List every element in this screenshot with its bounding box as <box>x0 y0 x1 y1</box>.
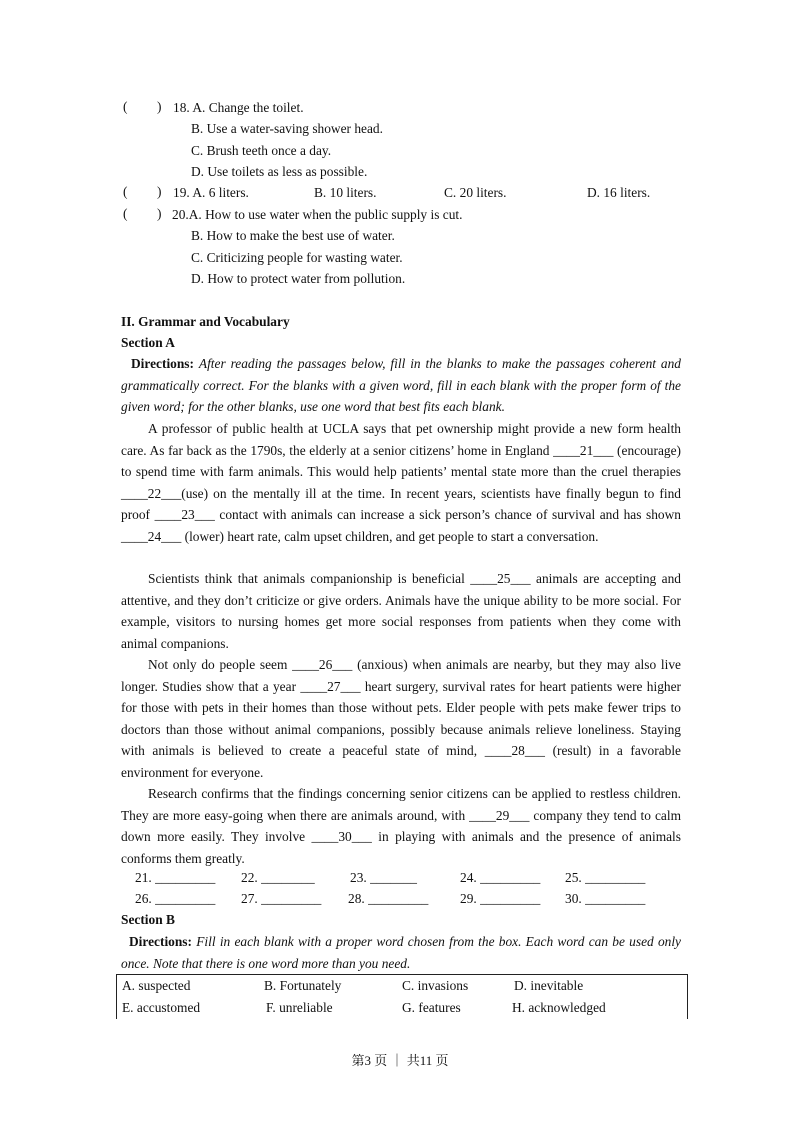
answer-blank[interactable]: 28. _________ <box>348 891 429 906</box>
q20-option-a: 20.A. How to use water when the public supply is cut. <box>172 207 463 222</box>
answer-blank[interactable]: 22. ________ <box>241 870 315 885</box>
passage-paragraph-2: Scientists think that animals companionship is beneficial ____25___ animals are accepting and attentive, and they don’t criticize or give orders. Animals have the unique ability to be more social. For example, visitors to nursing homes get more social responses from patients when they come with animal companions. <box>121 571 681 651</box>
directions-text: Fill in each blank with a proper word chosen from the box. Each word can be used only once. Note that there is one word more than you need. <box>121 934 681 971</box>
passage-paragraph-4: Research confirms that the findings concerning senior citizens can be applied to restless children. They are more easy-going when there are animals around, with ____29___ company they tend to calm down more easily. They involve ____30___ in playing with animals and the presence of animals conforms them greatly. <box>121 786 681 866</box>
word-option: A. suspected <box>122 978 191 993</box>
answer-blank[interactable]: 27. _________ <box>241 891 322 906</box>
answer-paren-open: ( <box>123 206 128 221</box>
word-box <box>116 974 688 1019</box>
answer-blank[interactable]: 29. _________ <box>460 891 541 906</box>
q19-option-a: 19. A. 6 liters. <box>173 185 249 200</box>
answer-paren-open: ( <box>123 99 128 114</box>
directions-text: After reading the passages below, fill in the blanks to make the passages coherent and grammatically correct. For the blanks with a given word, fill in each blank with the proper form of the given word; for the other blanks, use one word that best fits each blank. <box>121 356 681 414</box>
word-option: D. inevitable <box>514 978 584 993</box>
q20-option-b: B. How to make the best use of water. <box>191 228 395 243</box>
answer-paren-close: ) <box>157 99 162 114</box>
answer-blank[interactable]: 30. _________ <box>565 891 646 906</box>
passage-paragraph-1: A professor of public health at UCLA says that pet ownership might provide a new form health care. As far back as the 1790s, the elderly at a senior citizens’ home in England ____21___ (encourage) to spend time with farm animals. This would help patients’ mental state more than the cruel therapies ____22___(use) on the mentally ill at the time. In recent years, scientists have finally begun to find proof ____23___ contact with animals can increase a sick person’s chance of survival and has shown ____24___ (lower) heart rate, calm upset children, and get people to start a conversation. <box>121 421 681 544</box>
word-option: H. acknowledged <box>512 1000 606 1015</box>
answer-paren-open: ( <box>123 184 128 199</box>
q18-option-b: B. Use a water-saving shower head. <box>191 121 383 136</box>
word-option: G. features <box>402 1000 461 1015</box>
section-b-title: Section B <box>121 912 175 927</box>
word-option: B. Fortunately <box>264 978 342 993</box>
answer-blank[interactable]: 25. _________ <box>565 870 646 885</box>
answer-paren-close: ) <box>157 184 162 199</box>
page-footer: 第3 页 ｜ 共11 页 <box>351 1053 449 1068</box>
word-option: F. unreliable <box>266 1000 333 1015</box>
q18-option-c: C. Brush teeth once a day. <box>191 143 332 158</box>
q20-option-d: D. How to protect water from pollution. <box>191 271 406 286</box>
word-option: C. invasions <box>402 978 469 993</box>
q20-option-c: C. Criticizing people for wasting water. <box>191 250 403 265</box>
q19-option-d: D. 16 liters. <box>587 185 651 200</box>
answer-blank[interactable]: 24. _________ <box>460 870 541 885</box>
q18-option-a: 18. A. Change the toilet. <box>173 100 304 115</box>
directions-label: Directions: <box>129 934 192 949</box>
section-heading: II. Grammar and Vocabulary <box>121 314 290 329</box>
q19-option-b: B. 10 liters. <box>314 185 377 200</box>
section-a-title: Section A <box>121 335 175 350</box>
answer-blank[interactable]: 21. _________ <box>135 870 216 885</box>
q18-option-d: D. Use toilets as less as possible. <box>191 164 368 179</box>
q19-option-c: C. 20 liters. <box>444 185 507 200</box>
answer-blank[interactable]: 26. _________ <box>135 891 216 906</box>
word-option: E. accustomed <box>122 1000 201 1015</box>
section-a-directions <box>121 353 681 418</box>
answer-paren-close: ) <box>157 206 162 221</box>
section-b-directions <box>121 931 681 974</box>
passage-paragraph-3: Not only do people seem ____26___ (anxious) when animals are nearby, but they may also live longer. Studies show that a year ____27___ heart surgery, survival rates for heart patients were higher for those with pets in their homes than those without pets. Elder people with pets make fewer trips to doctors than those without animal companions, possibly because animals relieve loneliness. Staying with animals is believed to create a peaceful state of mind, ____28___ (result) in a favorable environment for everyone. <box>121 657 681 780</box>
answer-blank[interactable]: 23. _______ <box>350 870 417 885</box>
directions-label: Directions: <box>131 356 194 371</box>
